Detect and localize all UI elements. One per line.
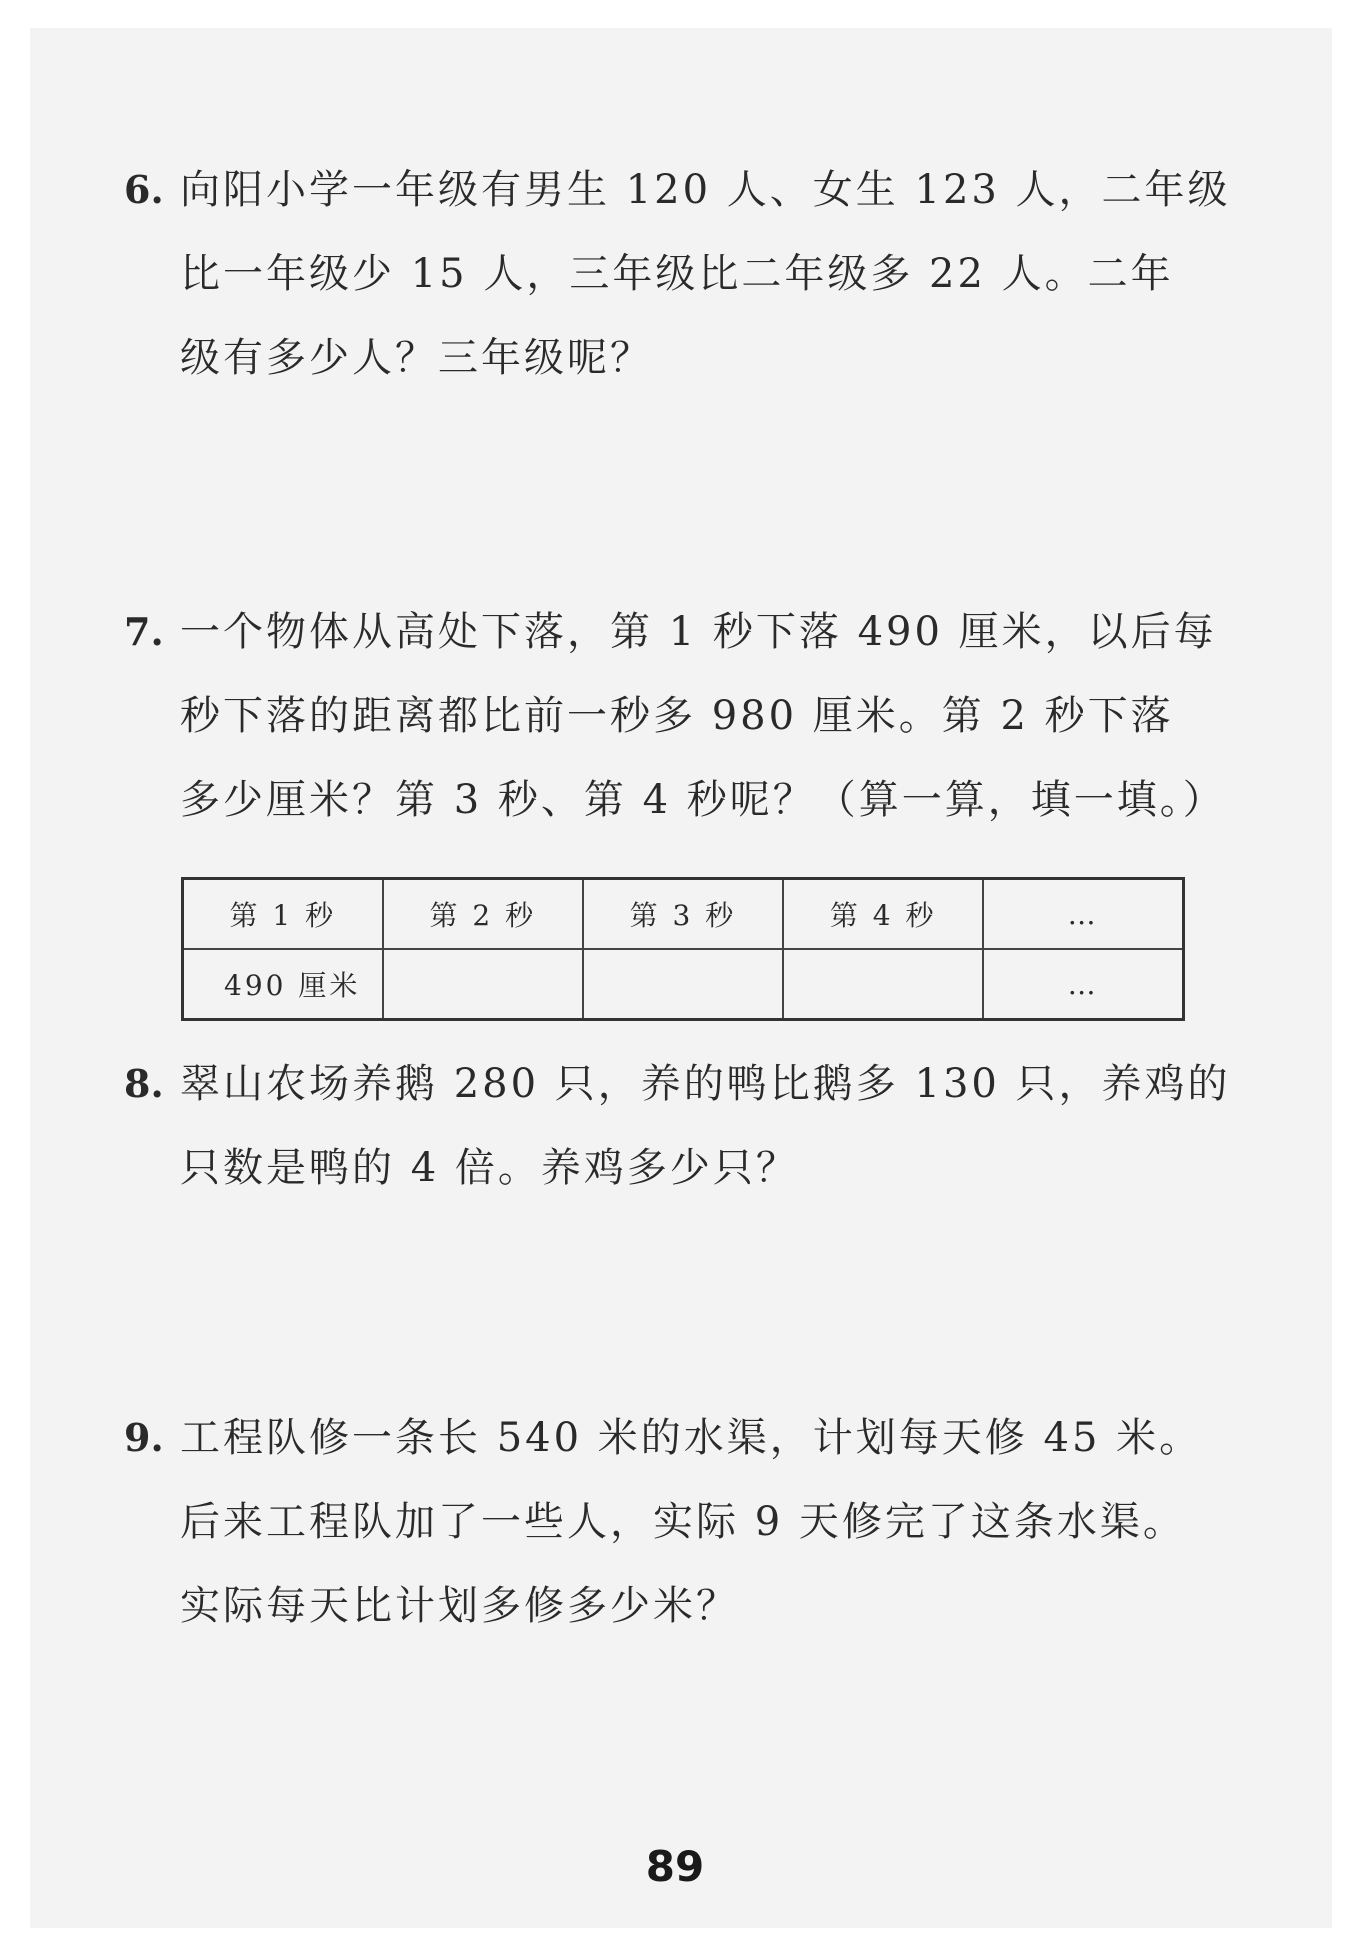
table-header-cell: 第 1 秒 xyxy=(183,879,383,950)
page-number: 89 xyxy=(645,1842,705,1891)
problem-text xyxy=(180,1396,1210,1648)
problem-text xyxy=(180,1042,1231,1210)
problem-line: 翠山农场养鹅 280 只，养的鸭比鹅多 130 只，养鸡的 xyxy=(180,1061,1231,1107)
problem-line: 一个物体从高处下落，第 1 秒下落 490 厘米，以后每 xyxy=(180,609,1217,655)
table-header-row xyxy=(183,879,1184,950)
table-header-cell: 第 2 秒 xyxy=(383,879,583,950)
problem-text xyxy=(180,590,1226,842)
problem-text xyxy=(180,148,1231,400)
table-answer-cell[interactable] xyxy=(583,949,783,1020)
problem-number: 7. xyxy=(124,609,164,654)
problem-number: 8. xyxy=(124,1061,164,1106)
problem-number: 9. xyxy=(124,1415,164,1460)
table-header-cell: 第 4 秒 xyxy=(783,879,983,950)
table-row xyxy=(183,949,1184,1020)
problem-line: 级有多少人？三年级呢？ xyxy=(180,335,653,381)
problem-line: 实际每天比计划多修多少米？ xyxy=(180,1583,739,1629)
problem-line: 秒下落的距离都比前一秒多 980 厘米。第 2 秒下落 xyxy=(180,693,1174,739)
problem-line: 向阳小学一年级有男生 120 人、女生 123 人，二年级 xyxy=(180,167,1231,213)
problem-line: 多少厘米？第 3 秒、第 4 秒呢？（算一算，填一填。） xyxy=(180,777,1226,823)
table-header-cell: 第 3 秒 xyxy=(583,879,783,950)
table-answer-cell[interactable] xyxy=(783,949,983,1020)
problem-line: 比一年级少 15 人，三年级比二年级多 22 人。二年 xyxy=(180,251,1174,297)
problem-line: 工程队修一条长 540 米的水渠，计划每天修 45 米。 xyxy=(180,1415,1203,1461)
table-answer-cell[interactable] xyxy=(383,949,583,1020)
problem-line: 只数是鸭的 4 倍。养鸡多少只？ xyxy=(180,1145,799,1191)
table-cell: 490 厘米 xyxy=(183,949,383,1020)
falling-distance-table xyxy=(181,877,1185,1021)
table-header-cell: … xyxy=(983,879,1183,950)
problem-line: 后来工程队加了一些人，实际 9 天修完了这条水渠。 xyxy=(180,1499,1186,1545)
table-cell: … xyxy=(983,949,1183,1020)
problem-number: 6. xyxy=(124,167,164,212)
